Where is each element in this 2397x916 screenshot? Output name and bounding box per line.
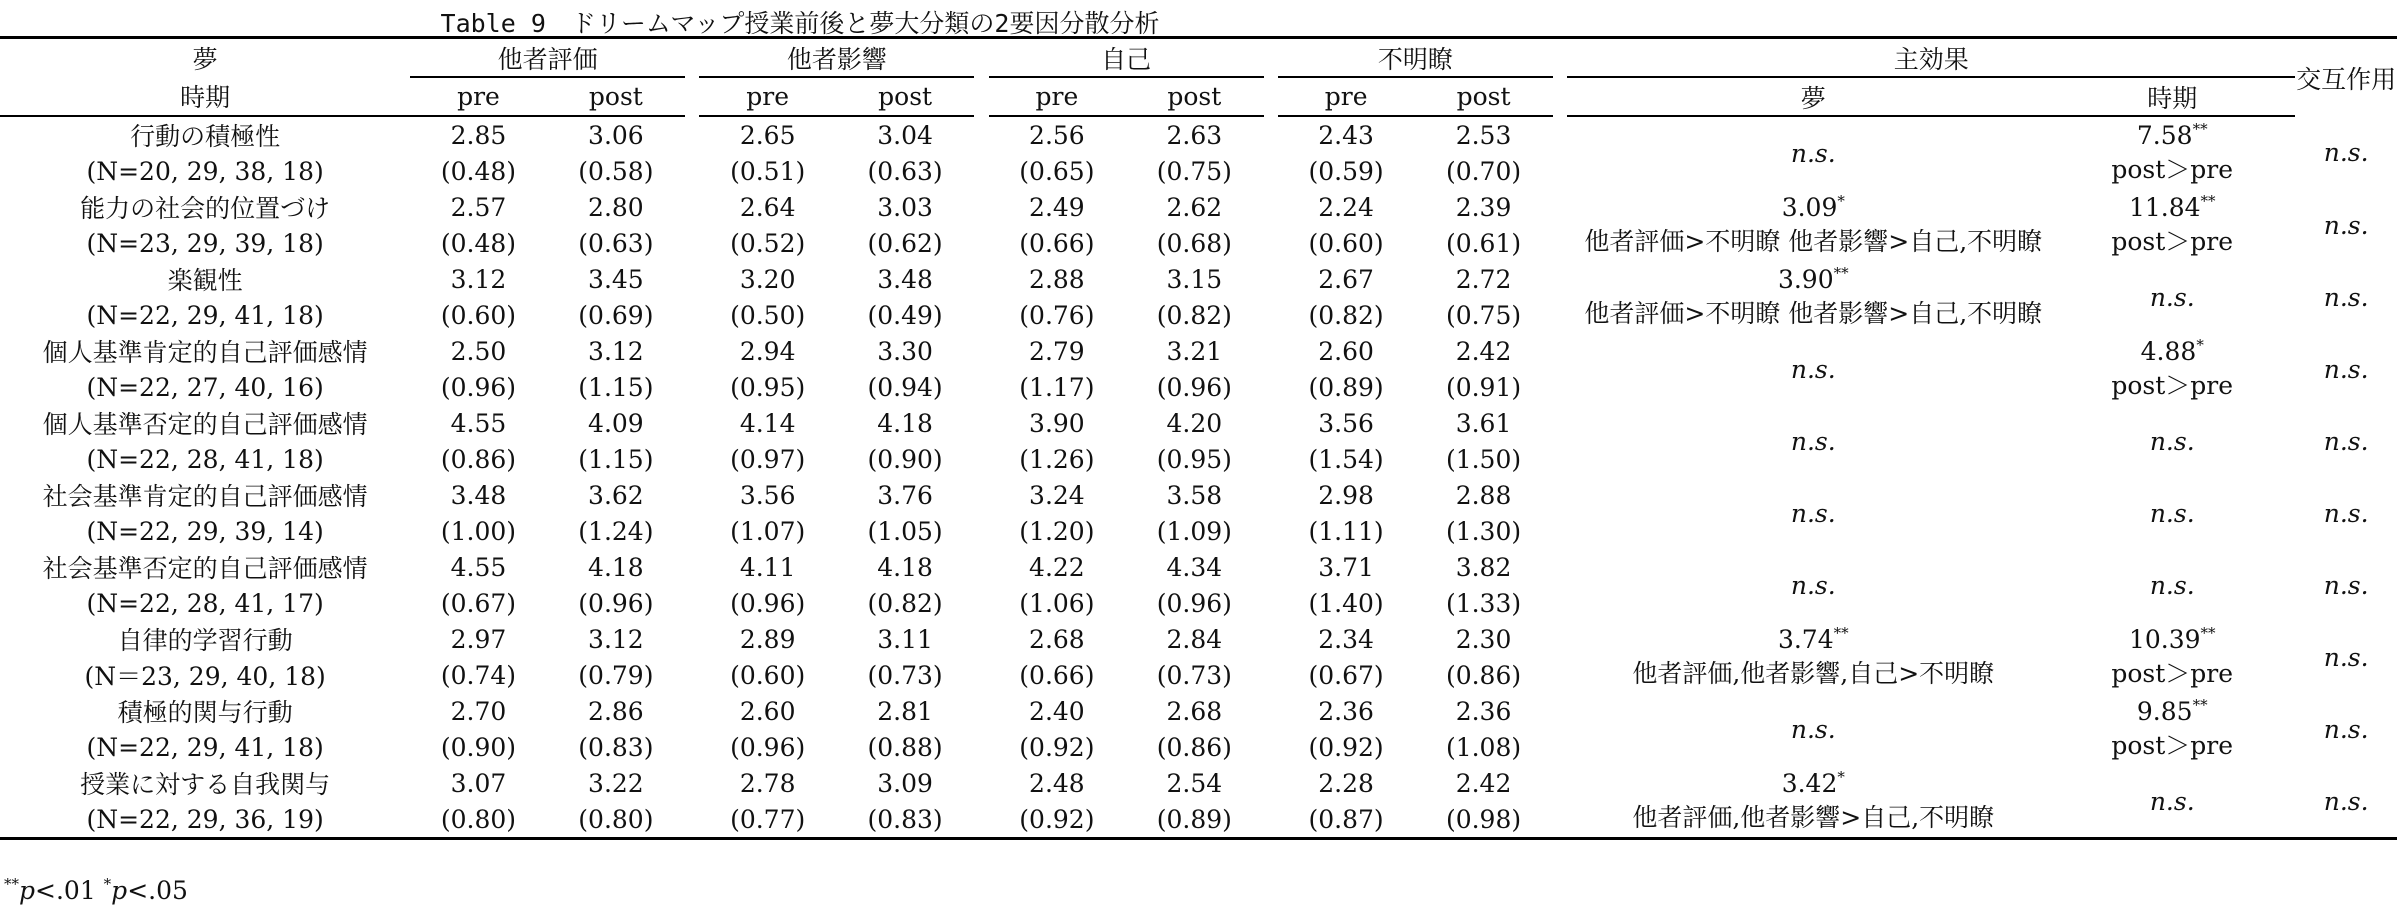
mean-cell: 3.04 — [877, 120, 933, 150]
dream-effect-sig: * — [1837, 767, 1845, 786]
sd-cell: (0.95) — [730, 372, 806, 402]
period-effect-sig: ** — [2192, 119, 2208, 138]
mean-cell: 4.22 — [1029, 552, 1085, 582]
mean-cell: 2.85 — [450, 120, 507, 150]
mean-cell: 3.20 — [739, 264, 796, 294]
sample-size: (N=22, 27, 40, 16) — [86, 372, 324, 402]
dream-effect-note: 他者評価,他者影響,自己>不明瞭 — [1632, 658, 1995, 688]
mean-cell: 3.12 — [450, 264, 507, 294]
dream-effect-value: n.s. — [1790, 714, 1836, 744]
sd-cell: (1.26) — [1019, 444, 1095, 474]
sd-cell: (1.40) — [1308, 588, 1384, 618]
mean-cell: 2.56 — [1029, 120, 1085, 150]
pre-header: pre — [989, 77, 1125, 116]
period-effect-note: post＞pre — [2111, 226, 2234, 256]
mean-cell: 3.15 — [1166, 264, 1223, 294]
group-header-3: 不明瞭 — [1278, 38, 1553, 78]
mean-cell: 3.22 — [588, 768, 644, 798]
interaction-cell: n.s. — [2323, 498, 2369, 528]
variable-name: 授業に対する自我関与 — [80, 770, 331, 799]
mean-cell: 2.60 — [739, 696, 796, 726]
table-caption: Table 9 ドリームマップ授業前後と夢大分類の2要因分散分析 — [440, 9, 1160, 38]
mean-cell: 4.18 — [877, 552, 933, 582]
mean-cell: 2.81 — [877, 696, 933, 726]
mean-cell: 2.36 — [1318, 696, 1374, 726]
sd-cell: (0.90) — [440, 732, 517, 762]
mean-cell: 3.48 — [877, 264, 933, 294]
footnote — [4, 876, 188, 905]
mean-cell: 3.11 — [877, 624, 933, 654]
sd-cell: (0.48) — [440, 156, 517, 186]
sd-cell: (1.06) — [1019, 588, 1095, 618]
table-row — [0, 621, 2397, 657]
mean-cell: 2.64 — [739, 192, 796, 222]
mean-cell: 3.76 — [877, 480, 933, 510]
period-effect-line — [2080, 625, 2265, 654]
sd-cell: (1.07) — [730, 516, 806, 546]
pre-header: pre — [410, 77, 546, 116]
sd-cell: (1.08) — [1445, 732, 1522, 762]
sd-cell: (1.05) — [867, 516, 943, 546]
mean-cell: 2.60 — [1318, 336, 1374, 366]
sd-cell: (1.50) — [1445, 444, 1522, 474]
interaction-cell: n.s. — [2323, 354, 2369, 384]
sd-cell: (0.52) — [730, 228, 806, 258]
sample-size: (N＝23, 29, 40, 18) — [84, 662, 326, 691]
dream-effect-sig: * — [1837, 191, 1845, 210]
mean-cell: 3.30 — [877, 336, 933, 366]
mean-cell: 3.21 — [1166, 336, 1223, 366]
period-effect-note: post＞pre — [2111, 658, 2234, 688]
interaction-cell: n.s. — [2323, 570, 2369, 600]
pre-header: pre — [699, 77, 835, 116]
dream-effect-cell — [1567, 405, 2059, 477]
mean-cell: 2.72 — [1455, 264, 1512, 294]
dream-effect-line — [1567, 193, 2059, 222]
period-effect-sig: ** — [2192, 695, 2208, 714]
sd-cell: (0.66) — [1019, 660, 1095, 690]
variable-name: 個人基準否定的自己評価感情 — [42, 410, 368, 439]
interaction-cell: n.s. — [2323, 426, 2369, 456]
variable-name: 社会基準否定的自己評価感情 — [42, 554, 368, 583]
dream-effect-note: 他者評価>不明瞭 他者影響>自己,不明瞭 — [1584, 298, 2043, 328]
variable-name: 行動の積極性 — [130, 122, 281, 151]
sd-cell: (0.77) — [699, 801, 835, 839]
period-effect-line — [2080, 697, 2265, 726]
dream-effect-line — [1567, 769, 2059, 798]
dream-effect-value: 3.74 — [1777, 624, 1834, 654]
sd-cell: (1.00) — [440, 516, 517, 546]
sd-cell: (1.20) — [1019, 516, 1095, 546]
sd-cell: (0.83) — [836, 801, 974, 839]
period-effect-line — [2080, 193, 2265, 222]
mean-cell: 4.20 — [1166, 408, 1223, 438]
period-effect-note: post＞pre — [2111, 370, 2234, 400]
mean-cell: 2.40 — [1029, 696, 1085, 726]
sig-marker-double: ** — [4, 875, 19, 893]
sample-size: (N=22, 29, 41, 18) — [86, 732, 324, 762]
period-effect-cell — [2080, 621, 2265, 693]
sd-cell: (0.80) — [547, 801, 685, 839]
interaction-header: 交互作用 — [2295, 38, 2397, 117]
sd-cell: (0.82) — [867, 588, 943, 618]
sd-cell: (0.86) — [440, 444, 517, 474]
dream-effect-cell — [1567, 333, 2059, 405]
sd-cell: (0.92) — [1308, 732, 1384, 762]
mean-cell: 2.68 — [1029, 624, 1085, 654]
period-effect-cell — [2080, 477, 2265, 549]
sd-cell: (0.51) — [730, 156, 806, 186]
mean-cell: 4.55 — [450, 552, 507, 582]
mean-cell: 2.24 — [1318, 192, 1374, 222]
period-effect-sig: * — [2196, 335, 2204, 354]
dream-effect-line — [1567, 265, 2059, 294]
dream-effect-value: n.s. — [1790, 498, 1836, 528]
sample-size: (N=22, 29, 36, 19) — [0, 801, 410, 839]
table-row — [0, 261, 2397, 297]
mean-cell: 2.50 — [450, 336, 507, 366]
dream-effect-sig: ** — [1833, 263, 1849, 282]
sd-cell: (0.59) — [1308, 156, 1384, 186]
period-effect-cell — [2080, 189, 2265, 261]
dream-effect-note: 他者評価,他者影響>自己,不明瞭 — [1632, 802, 1995, 832]
sd-cell: (1.11) — [1308, 516, 1384, 546]
mean-cell: 2.80 — [588, 192, 644, 222]
interaction-cell: n.s. — [2323, 714, 2369, 744]
sd-cell: (0.62) — [867, 228, 943, 258]
sd-cell: (0.48) — [440, 228, 517, 258]
post-header: post — [547, 77, 685, 116]
mean-cell: 3.09 — [877, 768, 933, 798]
dream-effect-cell — [1567, 116, 2059, 189]
variable-name: 積極的関与行動 — [117, 698, 293, 727]
period-effect-note: post＞pre — [2111, 154, 2234, 184]
mean-cell: 3.12 — [588, 336, 644, 366]
interaction-cell: n.s. — [2323, 210, 2369, 240]
sd-cell: (0.94) — [867, 372, 943, 402]
sd-cell: (0.69) — [578, 300, 654, 330]
sd-cell: (1.15) — [578, 444, 654, 474]
period-effect-cell — [2080, 261, 2265, 333]
interaction-cell: n.s. — [2323, 138, 2369, 167]
sd-cell: (0.60) — [730, 660, 806, 690]
sd-cell: (0.96) — [1156, 372, 1232, 402]
sd-cell: (0.88) — [867, 732, 943, 762]
sd-cell: (0.87) — [1278, 801, 1414, 839]
table-row — [0, 333, 2397, 369]
dream-effect-cell — [1567, 693, 2059, 765]
dream-effect-value: n.s. — [1790, 426, 1836, 456]
mean-cell: 3.45 — [588, 264, 644, 294]
sd-cell: (0.49) — [867, 300, 943, 330]
mean-cell: 4.55 — [450, 408, 507, 438]
period-effect-cell — [2080, 333, 2265, 405]
period-effect-value: n.s. — [2149, 498, 2195, 528]
sd-cell: (0.67) — [440, 588, 517, 618]
mean-cell: 2.39 — [1455, 192, 1512, 222]
sd-cell: (0.63) — [578, 228, 654, 258]
sd-cell: (0.92) — [989, 801, 1125, 839]
sd-cell: (0.60) — [1308, 228, 1384, 258]
mean-cell: 3.82 — [1455, 552, 1512, 582]
sd-cell: (1.15) — [578, 372, 654, 402]
dream-effect-cell — [1567, 765, 2059, 839]
variable-name: 楽観性 — [167, 266, 243, 295]
period-effect-cell — [2080, 405, 2265, 477]
mean-cell: 4.11 — [739, 552, 796, 582]
mean-cell: 2.88 — [1029, 264, 1085, 294]
sd-cell: (0.68) — [1156, 228, 1232, 258]
post-header: post — [836, 77, 974, 116]
mean-cell: 2.84 — [1166, 624, 1223, 654]
mean-cell: 2.79 — [1029, 336, 1085, 366]
interaction-cell: n.s. — [2295, 765, 2397, 839]
dream-effect-value: 3.09 — [1781, 192, 1838, 222]
period-effect-cell — [2080, 549, 2265, 621]
p-symbol: p — [19, 876, 36, 905]
mean-cell: 2.65 — [739, 120, 796, 150]
dream-effect-value: n.s. — [1790, 138, 1836, 168]
sd-cell: (0.75) — [1156, 156, 1232, 186]
sd-cell: (0.86) — [1445, 660, 1522, 690]
sample-size: (N=22, 28, 41, 17) — [86, 588, 324, 618]
footnote-threshold-05: <.05 — [127, 876, 188, 905]
mean-cell: 3.61 — [1455, 408, 1512, 438]
dream-effect-value: n.s. — [1790, 354, 1836, 384]
main-period-header: 時期 — [2080, 77, 2265, 116]
variable-name: 個人基準肯定的自己評価感情 — [42, 338, 368, 367]
period-effect-value: 4.88 — [2140, 336, 2197, 366]
mean-cell: 2.70 — [450, 696, 507, 726]
period-effect-value: n.s. — [2149, 282, 2195, 312]
sd-cell: (1.54) — [1308, 444, 1384, 474]
sd-cell: (0.91) — [1445, 372, 1522, 402]
mean-cell: 2.54 — [1166, 768, 1223, 798]
mean-cell: 4.18 — [877, 408, 933, 438]
mean-cell: 2.67 — [1318, 264, 1374, 294]
mean-cell: 2.36 — [1455, 696, 1512, 726]
sd-cell: (0.89) — [1308, 372, 1384, 402]
mean-cell: 4.18 — [588, 552, 644, 582]
sd-cell: (0.89) — [1125, 801, 1263, 839]
sd-cell: (0.70) — [1445, 156, 1522, 186]
sample-size: (N=22, 28, 41, 18) — [86, 444, 324, 474]
period-effect-value: n.s. — [2149, 570, 2195, 600]
mean-cell: 3.90 — [1029, 408, 1085, 438]
mean-cell: 2.89 — [739, 624, 796, 654]
sd-cell: (0.97) — [730, 444, 806, 474]
sd-cell: (0.58) — [578, 156, 654, 186]
mean-cell: 2.68 — [1166, 696, 1223, 726]
dream-effect-cell — [1567, 621, 2059, 693]
mean-cell: 2.53 — [1455, 120, 1512, 150]
period-effect-note: post＞pre — [2111, 730, 2234, 760]
sd-cell: (0.82) — [1156, 300, 1232, 330]
sd-cell: (0.67) — [1308, 660, 1384, 690]
sd-cell: (0.80) — [410, 801, 546, 839]
table-row — [0, 765, 2397, 801]
dream-effect-value: 3.42 — [1781, 768, 1838, 798]
sig-marker-single: * — [103, 875, 112, 893]
main-effect-header: 主効果 — [1567, 38, 2295, 78]
mean-cell: 2.49 — [1029, 192, 1085, 222]
sd-cell: (1.30) — [1445, 516, 1522, 546]
table-row — [0, 189, 2397, 225]
table-row — [0, 549, 2397, 585]
mean-cell: 3.56 — [1318, 408, 1374, 438]
table-row — [0, 405, 2397, 441]
mean-cell: 3.24 — [1029, 480, 1085, 510]
variable-name: 社会基準肯定的自己評価感情 — [42, 482, 368, 511]
sd-cell: (0.95) — [1156, 444, 1232, 474]
sd-cell: (0.98) — [1414, 801, 1552, 839]
mean-cell: 2.88 — [1455, 480, 1512, 510]
sd-cell: (0.96) — [1156, 588, 1232, 618]
dream-effect-note: 他者評価>不明瞭 他者影響>自己,不明瞭 — [1584, 226, 2043, 256]
period-effect-line — [2080, 337, 2265, 366]
table-row — [0, 116, 2397, 153]
post-header: post — [1125, 77, 1263, 116]
sd-cell: (0.63) — [867, 156, 943, 186]
dream-effect-cell — [1567, 261, 2059, 333]
mean-cell: 3.58 — [1166, 480, 1223, 510]
sd-cell: (0.76) — [1019, 300, 1095, 330]
period-effect-value: n.s. — [2149, 786, 2195, 816]
mean-cell: 3.03 — [877, 192, 933, 222]
table-row — [0, 693, 2397, 729]
group-header-2: 自己 — [989, 38, 1264, 78]
mean-cell: 2.94 — [739, 336, 796, 366]
mean-cell: 2.86 — [588, 696, 644, 726]
sd-cell: (0.50) — [730, 300, 806, 330]
period-effect-cell — [2080, 765, 2265, 839]
sd-cell: (0.90) — [867, 444, 943, 474]
sd-cell: (0.96) — [730, 732, 806, 762]
mean-cell: 3.12 — [588, 624, 644, 654]
period-effect-value: 9.85 — [2136, 696, 2193, 726]
mean-cell: 2.43 — [1318, 120, 1374, 150]
mean-cell: 4.14 — [739, 408, 796, 438]
interaction-cell: n.s. — [2323, 642, 2369, 672]
footnote-threshold-01: <.01 — [35, 876, 104, 905]
sd-cell: (1.09) — [1156, 516, 1232, 546]
mean-cell: 2.78 — [739, 768, 796, 798]
sample-size: (N=20, 29, 38, 18) — [86, 156, 324, 186]
period-effect-value: 10.39 — [2128, 624, 2201, 654]
table-row — [0, 477, 2397, 513]
p-symbol: p — [111, 876, 128, 905]
pre-header: pre — [1278, 77, 1414, 116]
period-effect-sig: ** — [2200, 623, 2216, 642]
mean-cell: 2.62 — [1166, 192, 1223, 222]
period-effect-value: 7.58 — [2136, 120, 2193, 150]
sd-cell: (0.96) — [440, 372, 517, 402]
sd-cell: (0.79) — [578, 660, 654, 690]
mean-cell: 4.34 — [1166, 552, 1223, 582]
sd-cell: (0.73) — [1156, 660, 1232, 690]
dream-effect-cell — [1567, 477, 2059, 549]
sd-cell: (1.24) — [578, 516, 654, 546]
mean-cell: 2.48 — [1029, 768, 1085, 798]
sd-cell: (0.83) — [578, 732, 654, 762]
sd-cell: (1.33) — [1445, 588, 1522, 618]
mean-cell: 2.98 — [1318, 480, 1374, 510]
variable-name: 能力の社会的位置づけ — [80, 194, 331, 223]
sd-cell: (0.75) — [1445, 300, 1522, 330]
sd-cell: (0.60) — [440, 300, 517, 330]
sd-cell: (0.96) — [578, 588, 654, 618]
main-dream-header: 夢 — [1567, 77, 2059, 116]
mean-cell: 4.09 — [588, 408, 644, 438]
dream-effect-value: 3.90 — [1777, 264, 1834, 294]
mean-cell: 3.48 — [450, 480, 507, 510]
sd-cell: (0.74) — [440, 660, 517, 690]
period-effect-value: 11.84 — [2128, 192, 2201, 222]
mean-cell: 3.62 — [588, 480, 644, 510]
post-header: post — [1414, 77, 1552, 116]
dream-effect-line — [1567, 625, 2059, 654]
sd-cell: (0.66) — [1019, 228, 1095, 258]
period-effect-sig: ** — [2200, 191, 2216, 210]
sd-cell: (0.65) — [1019, 156, 1095, 186]
period-effect-value: n.s. — [2149, 426, 2195, 456]
mean-cell: 2.63 — [1166, 120, 1223, 150]
dream-effect-value: n.s. — [1790, 570, 1836, 600]
dream-effect-cell — [1567, 549, 2059, 621]
sd-cell: (0.86) — [1156, 732, 1232, 762]
mean-cell: 2.42 — [1455, 336, 1512, 366]
mean-cell: 2.97 — [450, 624, 507, 654]
dream-effect-cell — [1567, 189, 2059, 261]
sd-cell: (0.61) — [1445, 228, 1522, 258]
header-period: 時期 — [0, 77, 410, 116]
mean-cell: 3.06 — [588, 120, 644, 150]
sd-cell: (0.96) — [730, 588, 806, 618]
mean-cell: 2.57 — [450, 192, 507, 222]
mean-cell: 2.42 — [1455, 768, 1512, 798]
sample-size: (N=23, 29, 39, 18) — [86, 228, 324, 258]
period-effect-line — [2080, 121, 2265, 150]
sd-cell: (0.82) — [1308, 300, 1384, 330]
sample-size: (N=22, 29, 41, 18) — [86, 300, 324, 330]
mean-cell: 2.28 — [1318, 768, 1374, 798]
anova-table — [0, 36, 2397, 840]
mean-cell: 3.07 — [450, 768, 507, 798]
mean-cell: 2.34 — [1318, 624, 1374, 654]
group-header-0: 他者評価 — [410, 38, 685, 78]
mean-cell: 3.71 — [1318, 552, 1374, 582]
period-effect-cell — [2080, 116, 2265, 189]
interaction-cell: n.s. — [2323, 282, 2369, 312]
variable-name: 自律的学習行動 — [117, 626, 293, 655]
header-dream: 夢 — [0, 38, 410, 78]
sample-size: (N=22, 29, 39, 14) — [86, 516, 324, 546]
mean-cell: 3.56 — [739, 480, 796, 510]
sd-cell: (0.92) — [1019, 732, 1095, 762]
dream-effect-sig: ** — [1833, 623, 1849, 642]
sd-cell: (1.17) — [1019, 372, 1095, 402]
sd-cell: (0.73) — [867, 660, 943, 690]
group-header-1: 他者影響 — [699, 38, 974, 78]
period-effect-cell — [2080, 693, 2265, 765]
mean-cell: 2.30 — [1455, 624, 1512, 654]
